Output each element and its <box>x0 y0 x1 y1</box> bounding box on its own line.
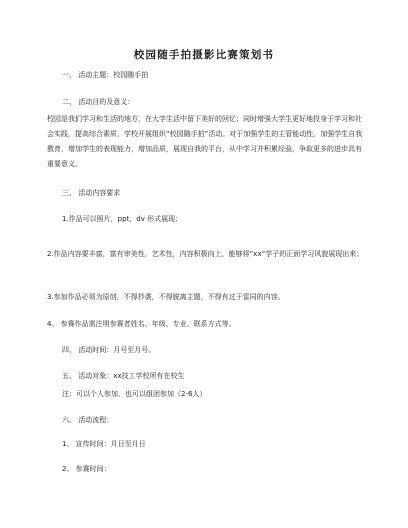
process-step-1: 1、 宣传时间：月日至月日 <box>62 440 146 448</box>
requirement-1: 1.作品可以照片，ppt，dv 形式展现； <box>62 215 183 223</box>
section-requirements-heading: 三、 活动内容要求 <box>62 189 121 197</box>
document-title: 校园随手拍摄影比赛策划书 <box>133 49 275 61</box>
requirement-4: 4、 参赛作品需注明参赛者姓名、年级、专业、联系方式等。 <box>47 320 236 328</box>
section-purpose-body: 校园是我们学习和生活的地方，在大学生活中留下美好的回忆；同时增强大学生更好地投身于学习和社会实践，提高综合素质，学校开展组织“校园随手拍”活动。对于加强学生的主管能动性，加强学生自我教育，增加学生的表现能力，增加品质，展现自我的平台，从中学习并积累经验，争取更多的进步具有重要意义。 <box>47 115 363 168</box>
requirement-2: 2.作品内容要丰富，富有审美性，艺术性，内容积极向上，能够将“xx”学子的正面学习风貌展现出来； <box>47 250 364 258</box>
section-process-heading: 六、 活动流程： <box>62 416 114 424</box>
process-step-2: 2、 参赛时间： <box>62 465 111 473</box>
section-theme: 一、 活动主题：校园随手拍 <box>62 71 149 79</box>
section-purpose-heading: 二、 活动目的及意义： <box>62 98 135 106</box>
requirement-3: 3.参加作品必须为原创，不得抄袭，不得脱离主题，不得有过于雷同的内容。 <box>47 293 285 301</box>
section-time: 四、 活动时间：月号至月号。 <box>62 346 156 354</box>
section-participants: 五、 活动对象：xx技工学校所有在校生 <box>62 372 185 380</box>
participation-note: 注：可以个人参加，也可以组团参加（2-6人） <box>62 390 207 398</box>
